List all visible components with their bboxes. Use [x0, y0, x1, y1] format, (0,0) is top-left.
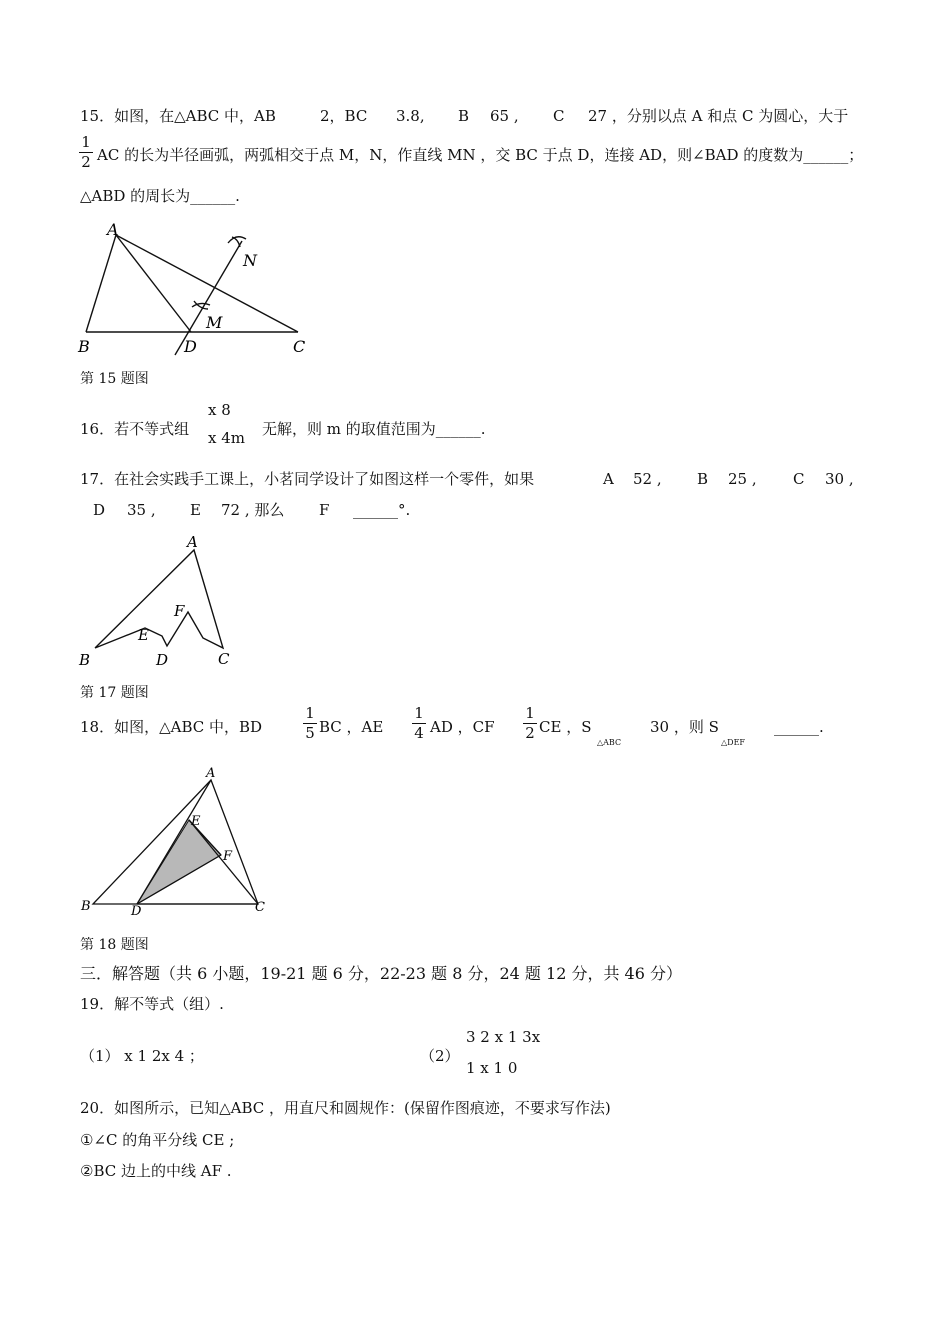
q15-figure [70, 215, 330, 365]
q16-row1: x 8 [208, 401, 231, 419]
label-M: M [206, 313, 223, 332]
q20-item-1: ①∠C 的角平分线 CE ; [80, 1131, 235, 1149]
label-E: E [191, 814, 201, 829]
q17-text-j: E [190, 501, 201, 519]
q17-text-a: 17．在社会实践手工课上，小茗同学设计了如图这样一个零件，如果 [80, 470, 535, 488]
q20-item-2: ②BC 边上的中线 AF . [80, 1162, 232, 1180]
q17-text-g: 30 , [825, 470, 854, 488]
q18-text-c: AD ，CF [430, 718, 495, 736]
label-F: F [223, 849, 233, 864]
fraction-numerator: 1 [525, 704, 535, 722]
q15-text-line3: △ABD 的周长为______. [80, 187, 240, 205]
label-C: C [293, 337, 306, 356]
label-D: D [184, 337, 197, 356]
q19-part1: （1） x 1 2x 4 ； [80, 1047, 204, 1065]
q17-caption: 第 17 题图 [80, 685, 149, 701]
q17-text-e: 25 , [728, 470, 757, 488]
q15-text-d: B [458, 107, 470, 125]
label-A: A [107, 220, 119, 239]
q18-caption: 第 18 题图 [80, 937, 149, 953]
q19-part2-label: （2） [420, 1047, 460, 1065]
q15-text-f: C [553, 107, 565, 125]
q19-part2-row1: 3 2 x 1 3x [466, 1028, 541, 1046]
fraction-denominator: 2 [525, 724, 535, 742]
q16-row2: x 4m [208, 429, 245, 447]
fraction-denominator: 4 [414, 724, 424, 742]
q15-text-b: 2，BC [320, 107, 368, 125]
q15-fraction [79, 135, 93, 170]
q18-sub-abc: △ABC [597, 738, 622, 747]
label-B: B [81, 899, 91, 914]
q18-fraction-1 [303, 706, 317, 741]
q17-text-i: 35 , [127, 501, 156, 519]
label-E: E [138, 626, 149, 644]
q18-sub-def: △DEF [721, 738, 745, 747]
q15-caption: 第 15 题图 [80, 371, 149, 387]
fraction-numerator: 1 [305, 704, 315, 722]
fraction-denominator: 5 [305, 724, 315, 742]
q17-text-k: 72 , 那么 [221, 501, 285, 519]
q18-text-a: 18．如图，△ABC 中，BD [80, 718, 263, 736]
label-B: B [79, 651, 91, 669]
q17-text-c: 52 , [633, 470, 662, 488]
fraction-denominator: 2 [81, 153, 91, 171]
q16-suffix: 无解，则 m 的取值范围为______. [262, 420, 486, 438]
q15-text-e: 65 , [490, 107, 519, 125]
q17-text-h: D [93, 501, 106, 519]
q18-text-e: 30 ，则 S [650, 718, 719, 736]
q17-text-b: A [603, 470, 614, 488]
q16-prefix: 16．若不等式组 [80, 420, 190, 438]
q19-part2-row2: 1 x 1 0 [466, 1059, 518, 1077]
q18-figure [75, 762, 275, 922]
label-D: D [131, 904, 142, 919]
q17-text-l: F [319, 501, 330, 519]
q17-text-d: B [697, 470, 709, 488]
q18-text-b: BC ，AE [319, 718, 384, 736]
label-B: B [78, 337, 90, 356]
q18-fraction-2 [412, 706, 426, 741]
q15-text-line2: AC 的长为半径画弧，两弧相交于点 M，N，作直线 MN ，交 BC 于点 D，连接 AD，则∠BAD 的度数为______； [97, 146, 864, 164]
label-C: C [255, 900, 265, 915]
fraction-numerator: 1 [414, 704, 424, 722]
q18-fraction-3 [523, 706, 537, 741]
q17-text-f: C [793, 470, 805, 488]
label-C: C [218, 650, 230, 668]
fraction-numerator: 1 [81, 133, 91, 151]
q15-text-g: 27 ，分别以点 A 和点 C 为圆心，大于 [588, 107, 849, 125]
label-F: F [174, 602, 185, 620]
q15-text-a: 15．如图，在△ABC 中，AB [80, 107, 276, 125]
label-A: A [187, 533, 198, 551]
q18-text-d: CE ，S [539, 718, 592, 736]
q20-title: 20．如图所示，已知△ABC ，用直尺和圆规作：(保留作图痕迹，不要求写作法) [80, 1099, 611, 1117]
q17-figure [72, 532, 242, 672]
q19-title: 19．解不等式（组）. [80, 995, 224, 1013]
q17-text-m: ______°. [353, 501, 411, 519]
label-N: N [243, 251, 257, 270]
label-A: A [206, 766, 216, 781]
section-3-heading: 三．解答题（共 6 小题，19-21 题 6 分，22-23 题 8 分，24 题 12 分，共 46 分） [80, 964, 682, 983]
q15-text-c: 3.8, [396, 107, 425, 125]
label-D: D [156, 651, 169, 669]
q18-text-f: ______. [774, 718, 824, 736]
